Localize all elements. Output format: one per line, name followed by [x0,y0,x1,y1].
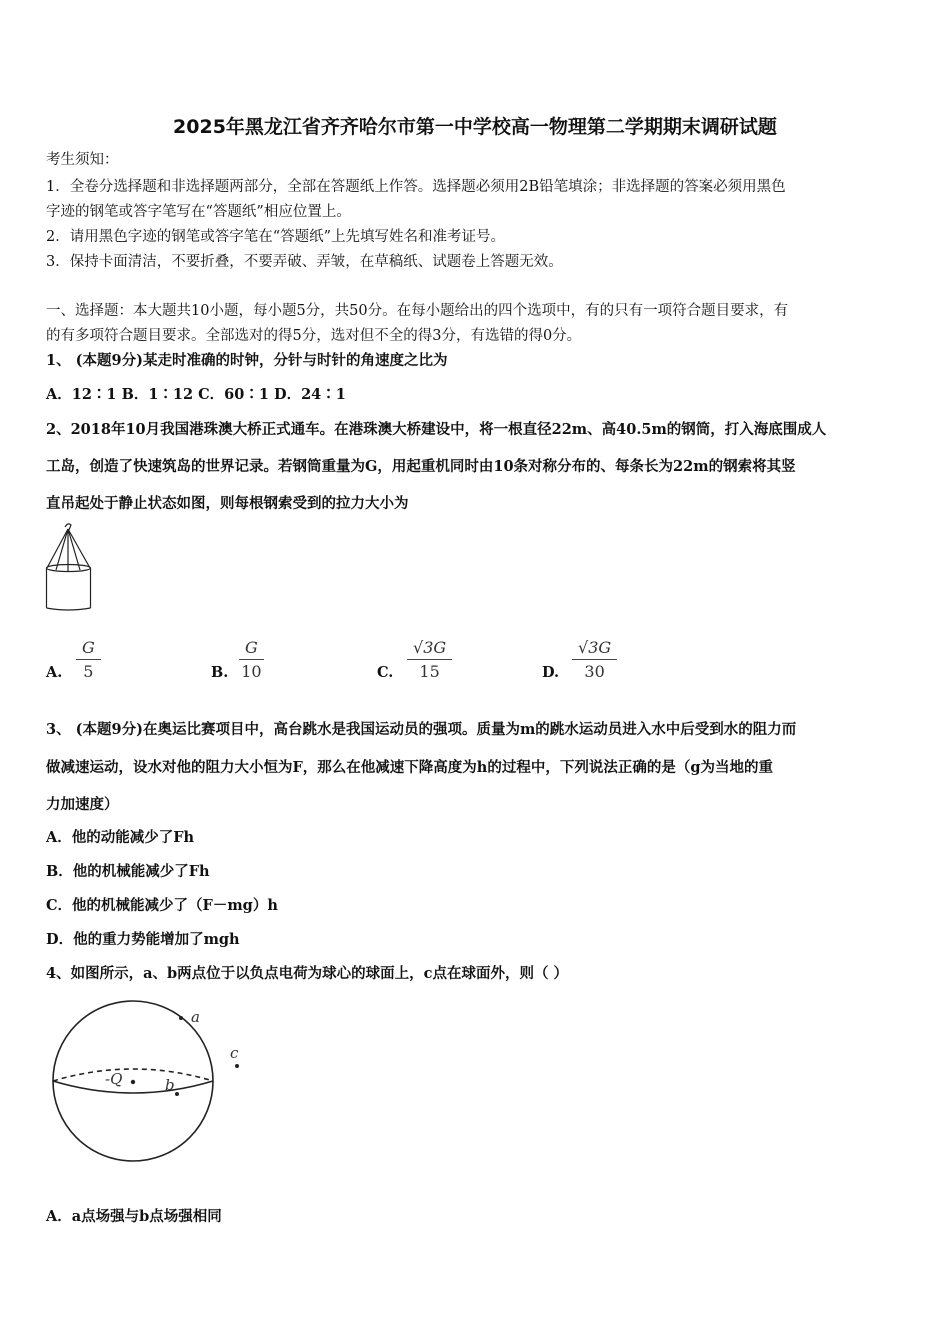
q3-stem: 做减速运动，设水对他的阻力大小恒为F，那么在他减速下降高度为h的过程中，下列说法正确的是（g为当地的重 [46,759,773,776]
label-c: c [230,1044,239,1062]
q3-stem: 力加速度） [46,796,119,813]
fraction-numerator: G [245,638,258,657]
q2-stem: 工岛，创造了快速筑岛的世界记录。若钢筒重量为G，用起重机同时由10条对称分布的、每条长为22m的钢索将其竖 [46,458,796,475]
q3-option-b[interactable]: B．他的机械能减少了Fh [46,863,210,880]
q1-stem: 1、 (本题9分)某走时准确的时钟，分针与时针的角速度之比为 [46,352,448,369]
option-label: A. [46,664,63,681]
option-label: D. [542,664,560,681]
label-negative-charge: -Q [105,1070,123,1088]
point-b-dot [175,1092,179,1096]
notice-item: 字迹的钢笔或答字笔写在“答题纸”相应位置上。 [46,204,351,220]
fraction-numerator: G [82,638,95,657]
q4-option-a[interactable]: A．a点场强与b点场强相同 [46,1208,222,1225]
fraction-denominator: 10 [241,662,262,681]
q2-stem: 2、2018年10月我国港珠澳大桥正式通车。在港珠澳大桥建设中，将一根直径22m、高40.5m的钢筒，打入海底围成人 [46,421,827,438]
q3-stem: 3、 (本题9分)在奥运比赛项目中，高台跳水是我国运动员的强项。质量为m的跳水运动员进入水中后受到水的阻力而 [46,721,797,738]
section-intro: 的有多项符合题目要求。全部选对的得5分，选对但不全的得3分，有选错的得0分。 [46,328,582,344]
section-intro: 一、选择题：本大题共10小题，每小题5分，共50分。在每小题给出的四个选项中，有的只有一项符合题目要求，有 [46,303,789,319]
option-label: C. [377,664,394,681]
label-a: a [191,1008,200,1026]
charge-dot [131,1080,135,1084]
q4-stem: 4、如图所示，a、b两点位于以负点电荷为球心的球面上，c点在球面外，则（ ） [46,965,568,982]
steel-tube-figure [40,520,100,615]
option-label: B. [211,664,229,681]
notice-item: 1．全卷分选择题和非选择题两部分，全部在答题纸上作答。选择题必须用2B铅笔填涂；非选择题的答案必须用黑色 [46,179,786,195]
q1-options: A．12∶1 B．1∶12 C．60∶1 D．24∶1 [46,386,346,403]
q3-option-a[interactable]: A．他的动能减少了Fh [46,829,195,846]
q3-option-c[interactable]: C．他的机械能减少了（F－mg）h [46,897,278,914]
point-a-dot [179,1016,183,1020]
fraction-denominator: 15 [419,662,440,681]
fraction-numerator: √3G [578,638,612,657]
fraction-numerator: √3G [413,638,447,657]
fraction-denominator: 5 [83,662,94,681]
label-b: b [165,1076,175,1094]
sphere-figure [48,995,258,1170]
notice-item: 3．保持卡面清洁，不要折叠，不要弄破、弄皱，在草稿纸、试题卷上答题无效。 [46,254,563,270]
fraction-denominator: 30 [584,662,605,681]
q2-stem: 直吊起处于静止状态如图，则每根钢索受到的拉力大小为 [46,495,409,512]
q3-option-d[interactable]: D．他的重力势能增加了mgh [46,931,240,948]
point-c-dot [235,1064,239,1068]
notice-item: 2．请用黑色字迹的钢笔或答字笔在“答题纸”上先填写姓名和准考证号。 [46,229,506,245]
notice-heading: 考生须知： [46,152,119,168]
page-title: 2025年黑龙江省齐齐哈尔市第一中学校高一物理第二学期期末调研试题 [173,116,777,138]
q2-options [46,634,746,694]
